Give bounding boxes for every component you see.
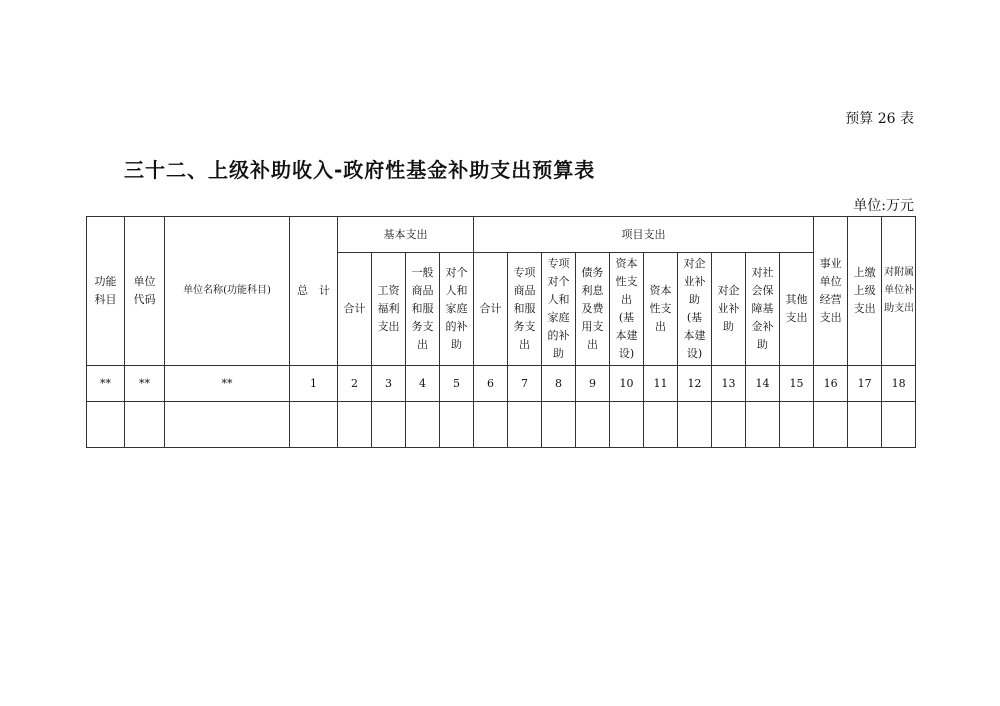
empty-cell [474,402,508,448]
index-cell: 15 [780,366,814,402]
index-cell: 9 [576,366,610,402]
index-cell: 4 [406,366,440,402]
empty-cell [542,402,576,448]
empty-cell [406,402,440,448]
empty-cell [508,402,542,448]
index-cell: 14 [746,366,780,402]
unit-label: 单位:万元 [853,198,914,214]
empty-cell [290,402,338,448]
budget-table [86,216,916,448]
header-unit-name: 单位名称(功能科目) [165,217,290,366]
index-cell: 5 [440,366,474,402]
header-capital: 资本性支出 [644,253,678,366]
empty-cell [882,402,916,448]
empty-cell [440,402,474,448]
index-cell: 7 [508,366,542,402]
index-cell: 6 [474,366,508,402]
index-cell: 8 [542,366,576,402]
header-func-subject: 功能科目 [87,217,125,366]
table-number: 预算 26 表 [845,111,914,127]
index-cell: ** [165,366,290,402]
header-proj-sum: 合计 [474,253,508,366]
header-unit-code: 单位代码 [125,217,165,366]
header-business: 事业单位经营支出 [814,217,848,366]
index-cell: 3 [372,366,406,402]
header-other: 其他支出 [780,253,814,366]
group-project: 项目支出 [474,217,814,253]
index-cell: 18 [882,366,916,402]
empty-cell [678,402,712,448]
empty-cell [576,402,610,448]
header-goods: 一般商品和服务支出 [406,253,440,366]
header-basic-sum: 合计 [338,253,372,366]
index-cell: 1 [290,366,338,402]
header-proj-goods: 专项商品和服务支出 [508,253,542,366]
index-cell: ** [87,366,125,402]
header-enterprise: 对企业补助 [712,253,746,366]
header-personal: 对个人和家庭的补助 [440,253,474,366]
index-cell: 10 [610,366,644,402]
index-cell: 11 [644,366,678,402]
empty-cell [712,402,746,448]
empty-data-row [87,402,916,448]
empty-cell [87,402,125,448]
header-upper: 上缴上级支出 [848,217,882,366]
empty-cell [644,402,678,448]
header-capital-build: 资本性支出(基本建设) [610,253,644,366]
index-cell: ** [125,366,165,402]
empty-cell [746,402,780,448]
header-affiliated: 对附属单位补助支出 [882,217,916,366]
header-debt: 债务利息及费用支出 [576,253,610,366]
empty-cell [848,402,882,448]
empty-cell [610,402,644,448]
index-cell: 12 [678,366,712,402]
group-basic: 基本支出 [338,217,474,253]
index-row [87,366,916,402]
header-social: 对社会保障基金补助 [746,253,780,366]
empty-cell [125,402,165,448]
index-cell: 13 [712,366,746,402]
empty-cell [372,402,406,448]
index-cell: 16 [814,366,848,402]
index-cell: 2 [338,366,372,402]
empty-cell [338,402,372,448]
header-total: 总 计 [290,217,338,366]
header-proj-personal: 专项对个人和家庭的补助 [542,253,576,366]
empty-cell [165,402,290,448]
empty-cell [814,402,848,448]
header-enterprise-build: 对企业补助(基本建设) [678,253,712,366]
empty-cell [780,402,814,448]
header-wage: 工资福利支出 [372,253,406,366]
page-title: 三十二、上级补助收入-政府性基金补助支出预算表 [124,158,596,182]
index-cell: 17 [848,366,882,402]
